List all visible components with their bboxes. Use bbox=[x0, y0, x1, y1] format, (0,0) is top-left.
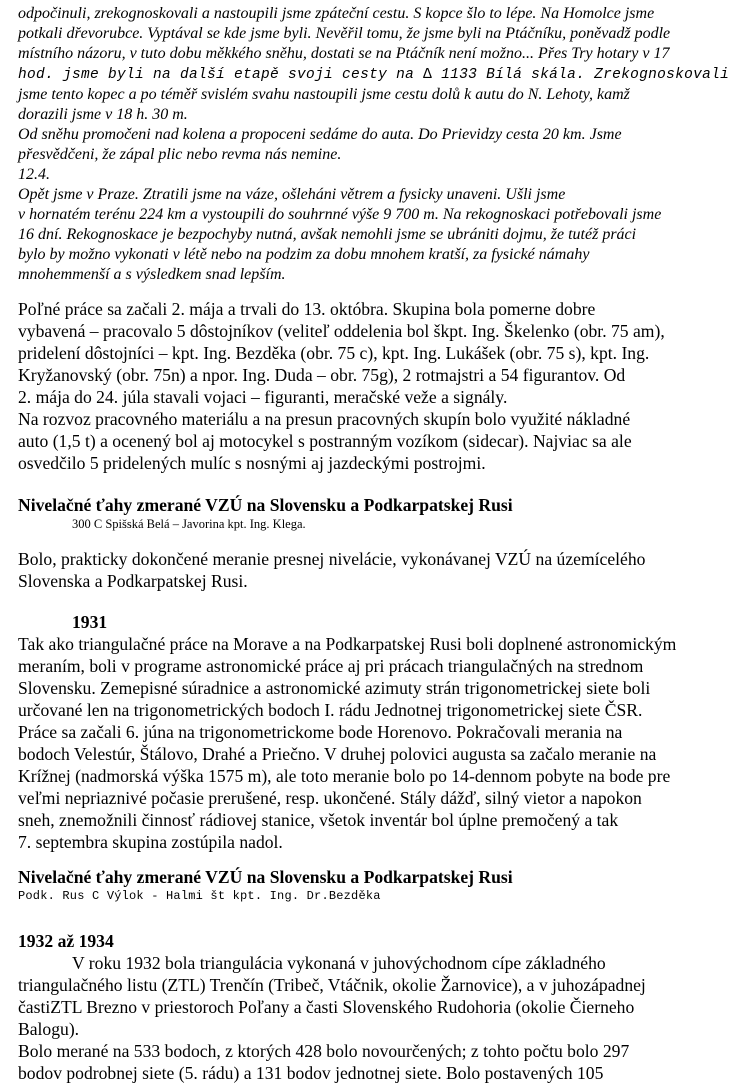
text-line: Práce sa začali 6. júna na trigonometrickome bode Horenovo. Pokračovali merania na bbox=[18, 722, 623, 742]
diary-line: Opět jsme v Praze. Ztratili jsme na váze, ošleháni větrem a fysicky unaveni. Ušli jsme bbox=[18, 186, 566, 203]
section-subheading: Podk. Rus C Výlok - Halmi št kpt. Ing. Dr.Bezděka bbox=[18, 889, 381, 903]
diary-line: přesvědčeni, že zápal plic nebo revma nás nemine. bbox=[18, 146, 342, 163]
text-line: veľmi nepriaznivé počasie prerušené, resp. ukončené. Stály dážď, silný vietor a napokon bbox=[18, 788, 642, 808]
text-line: Na rozvoz pracovného materiálu a na presun pracovných skupín bolo využité nákladné bbox=[18, 409, 631, 429]
paragraph-1932 bbox=[18, 952, 734, 1084]
year-heading-1931: 1931 bbox=[72, 612, 108, 632]
diary-fragment: Zrekognoskovali bbox=[585, 67, 730, 83]
diary-line: dorazili jsme v 18 h. 30 m. bbox=[18, 106, 188, 123]
section-heading: Nivelačné ťahy zmerané VZÚ na Slovensku a Podkarpatskej Rusi bbox=[18, 867, 513, 887]
text-line: Bolo, prakticky dokončené meranie presnej nivelácie, vykonávanej VZÚ na územícelého bbox=[18, 549, 646, 569]
text-line: pridelení dôstojníci – kpt. Ing. Bezděka (obr. 75 c), kpt. Ing. Lukášek (obr. 75 s), kpt. Ing. bbox=[18, 343, 650, 363]
diary-line: bylo by možno vykonati v létě nebo na podzim za dobu mnohem kratší, za fysické námahy bbox=[18, 246, 590, 263]
section-leveling-2 bbox=[18, 866, 734, 904]
text-line: Tak ako triangulačné práce na Morave a na Podkarpatskej Rusi boli doplnené astronomickým bbox=[18, 634, 677, 654]
leveling-paragraph bbox=[18, 548, 734, 592]
text-line: Bolo merané na 533 bodoch, z ktorých 428 bolo novourčených; z tohto počtu bolo 297 bbox=[18, 1041, 630, 1061]
diary-line: 12.4. bbox=[18, 166, 50, 183]
text-line: Slovensku. Zemepisné súradnice a astronomické azimuty strán trigonometrickej siete boli bbox=[18, 678, 651, 698]
text-line: bodoch Velestúr, Štálovo, Drahé a Priečno. V druhej polovici augusta sa začalo meranie na bbox=[18, 744, 657, 764]
section-subheading: 300 C Spišská Belá – Javorina kpt. Ing. Klega. bbox=[72, 517, 306, 531]
text-line: 2. mája do 24. júla stavali vojaci – figuranti, meračské veže a signály. bbox=[18, 387, 508, 407]
diary-fragment: hod. bbox=[18, 67, 55, 83]
text-line: meraním, boli v programe astronomické práce aj pri prácach triangulačných na strednom bbox=[18, 656, 644, 676]
paragraph-1931 bbox=[18, 633, 734, 853]
diary-line: v hornatém terénu 224 km a vystoupili do souhrnné výše 9 700 m. Na rekognoskaci potřebovali jsme bbox=[18, 206, 662, 223]
diary-line: Od sněhu promočeni nad kolena a propoceni sedáme do auta. Do Prievidzy cesta 20 km. Jsme bbox=[18, 126, 622, 143]
diary-line: jsme tento kopec a po téměř svislém svahu nastoupili jsme cestu dolů k autu do N. Lehoty, kamž bbox=[18, 86, 630, 103]
section-leveling-1 bbox=[18, 494, 734, 532]
diary-excerpt bbox=[18, 4, 734, 285]
diary-line: odpočinuli, zrekognoskovali a nastoupili jsme zpáteční cestu. S kopce šlo to lépe. Na Homolce jsme bbox=[18, 5, 655, 22]
text-line: V roku 1932 bola triangulácia vykonaná v juhovýchodnom cípe základného bbox=[72, 953, 606, 973]
diary-line: 16 dní. Rekognoskace je bezpochyby nutná, avšak nemohli jsme se ubrániti dojmu, že tutéž práci bbox=[18, 226, 637, 243]
text-line: 7. septembra skupina zostúpila nadol. bbox=[18, 832, 283, 852]
diary-line-mixed bbox=[18, 64, 734, 85]
text-line: Kryžanovský (obr. 75n) a npor. Ing. Duda – obr. 75g), 2 rotmajstri a 54 figurantov. Od bbox=[18, 365, 626, 385]
year-heading-1932-1934: 1932 až 1934 bbox=[18, 931, 114, 951]
text-line: Krížnej (nadmorská výška 1575 m), ale toto meranie bolo po 14-dennom pobyte na bode pre bbox=[18, 766, 671, 786]
text-line: osvedčilo 5 pridelených mulíc s nosnými aj jazdeckými postrojmi. bbox=[18, 453, 486, 473]
text-line: častiZTL Brezno v priestoroch Poľany a časti Slovenského Rudohoria (okolie Čierneho bbox=[18, 997, 635, 1017]
text-line: Slovenska a Podkarpatskej Rusi. bbox=[18, 571, 248, 591]
field-work-paragraph bbox=[18, 298, 734, 474]
text-line: auto (1,5 t) a ocenený bol aj motocykel s postranným vozíkom (sidecar). Najviac sa ale bbox=[18, 431, 632, 451]
text-line: Poľné práce sa začali 2. mája a trvali do 13. októbra. Skupina bola pomerne dobre bbox=[18, 299, 596, 319]
text-line: triangulačného listu (ZTL) Trenčín (Tribeč, Vtáčnik, okolie Žarnovice), a v juhozápadnej bbox=[18, 975, 646, 995]
diary-fragment: jsme byli na další etapě svoji cesty na ∆ 1133 Bílá skála. bbox=[54, 67, 586, 83]
text-line: sneh, znemožnili činnosť rádiovej stanice, všetok inventár bol úplne premočený a tak bbox=[18, 810, 619, 830]
diary-line: mnohemmenší a s výsledkem snad lepším. bbox=[18, 266, 286, 283]
diary-line: místního názoru, v tuto dobu měkkého sněhu, dostati se na Ptáčník není možno... Přes Try hotary v 17 bbox=[18, 45, 670, 62]
text-line: určované len na trigonometrických bodoch I. rádu Jednotnej trigonometrickej siete ČSR. bbox=[18, 700, 643, 720]
diary-line: potkali dřevorubce. Vyptával se kde jsme byli. Nevěřil tomu, že jsme byli na Ptáčníku, poněvadž podle bbox=[18, 25, 671, 42]
text-line: bodov podrobnej siete (5. rádu) a 131 bodov jednotnej siete. Bolo postavených 105 bbox=[18, 1063, 604, 1083]
text-line: Balogu). bbox=[18, 1019, 80, 1039]
section-heading: Nivelačné ťahy zmerané VZÚ na Slovensku a Podkarpatskej Rusi bbox=[18, 495, 513, 515]
text-line: vybavená – pracovalo 5 dôstojníkov (veliteľ oddelenia bol škpt. Ing. Škelenko (obr. 75 am), bbox=[18, 321, 665, 341]
